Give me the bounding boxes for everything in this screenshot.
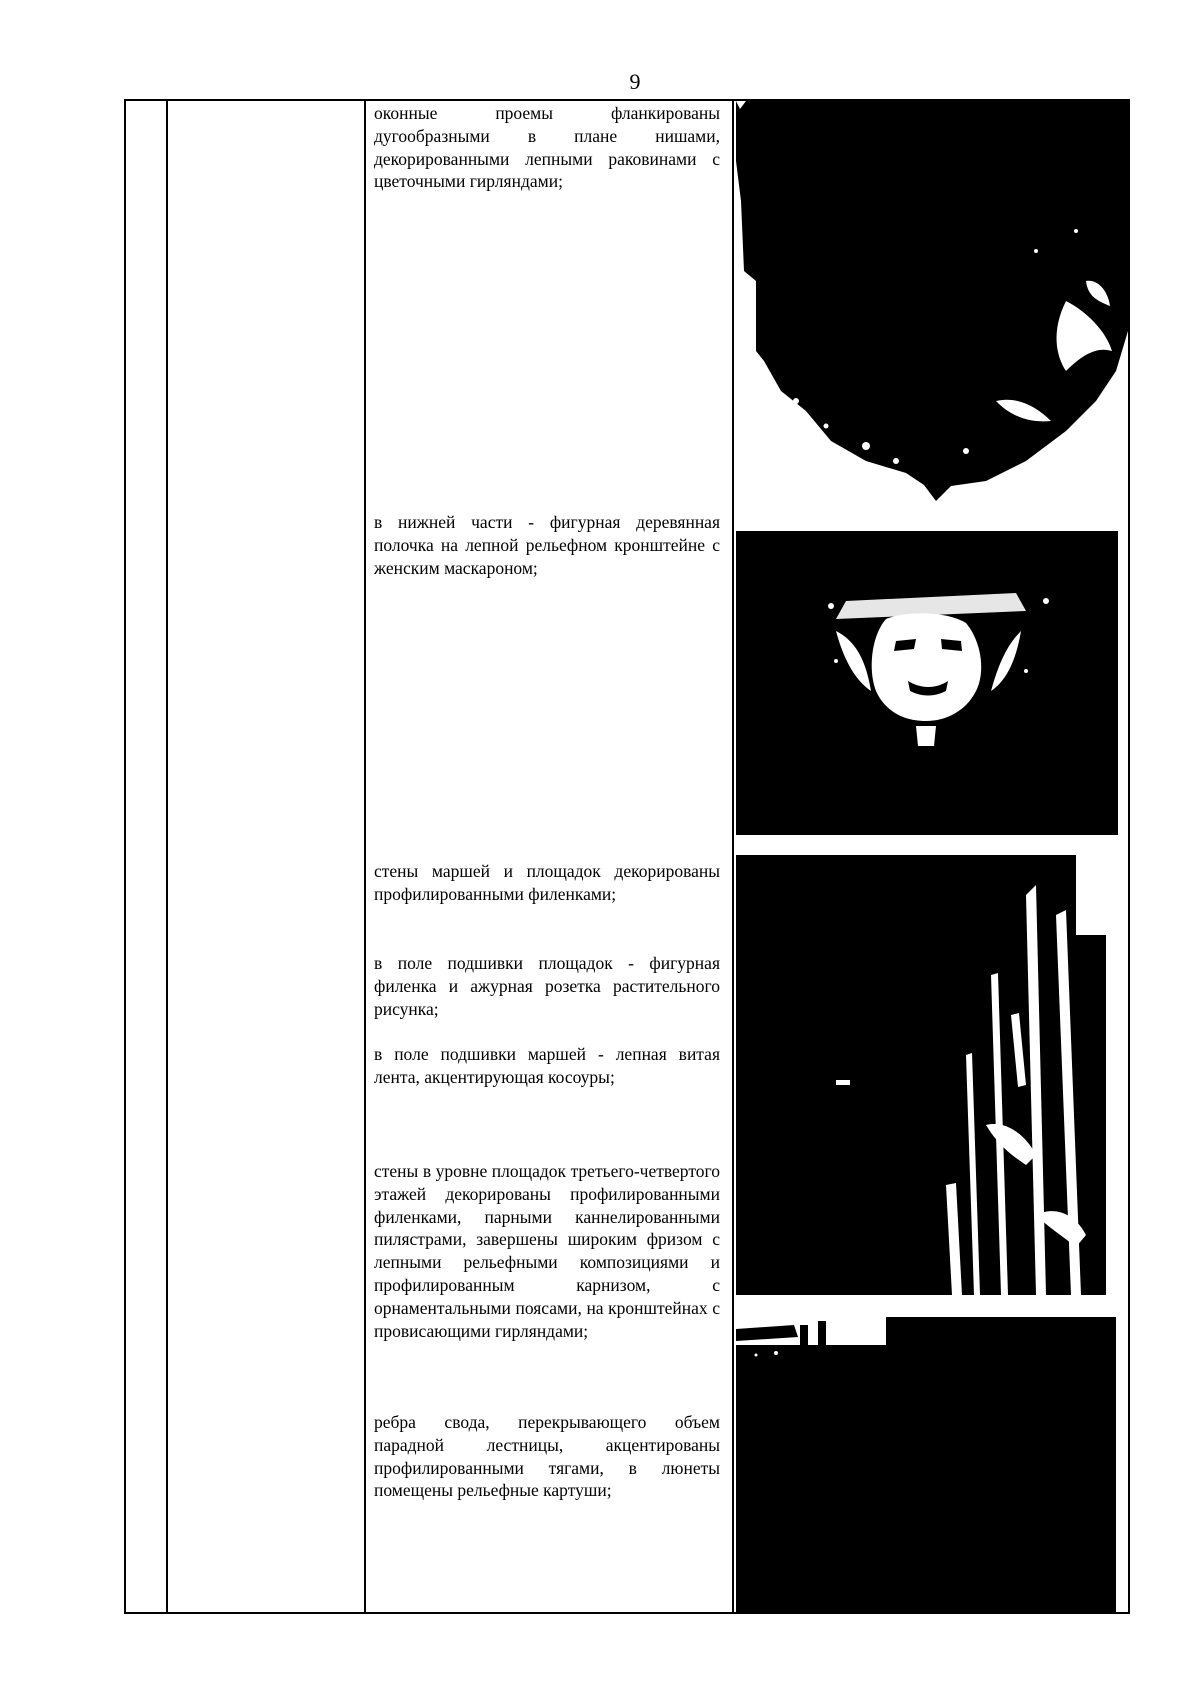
stucco-shell-niche-photo <box>736 101 1128 501</box>
description-paragraph: в нижней части - фигурная деревянная полочка на лепной рельефном кронштейне с женским маскароном; <box>374 512 720 578</box>
description-paragraph: в поле подшивки площадок - фигурная филенка и ажурная розетка растительного рисунка; <box>374 953 720 1019</box>
description-paragraph: ребра свода, перекрывающего объем парадной лестницы, акцентированы профилированными тягами, в люнеты помещены рельефные картуши; <box>374 1412 720 1501</box>
mascaron-bracket-photo <box>736 531 1118 835</box>
table-column-divider <box>166 101 168 1612</box>
frieze-cornice-photo <box>736 1317 1116 1613</box>
description-paragraph: стены маршей и площадок декорированы профилированными филенками; <box>374 861 720 904</box>
table-column-divider <box>364 101 366 1612</box>
table-column-divider <box>732 101 734 1612</box>
description-paragraph: оконные проемы фланкированы дугообразными в плане нишами, декорированными лепными раковинами с цветочными гирляндами; <box>374 103 720 192</box>
description-paragraph: стены в уровне площадок третьего-четвертого этажей декорированы профилированными филенками, парными каннелированными пилястрами, завершены широким фризом с лепными рельефными композициями и профилированным карнизом, с орнаментальными поясами, на кронштейнах с провисающими гирляндами; <box>374 1161 720 1341</box>
staircase-walls-photo <box>736 855 1106 1295</box>
description-paragraph: в поле подшивки маршей - лепная витая лента, акцентирующая косоуры; <box>374 1044 720 1087</box>
page-number: 9 <box>629 69 641 94</box>
